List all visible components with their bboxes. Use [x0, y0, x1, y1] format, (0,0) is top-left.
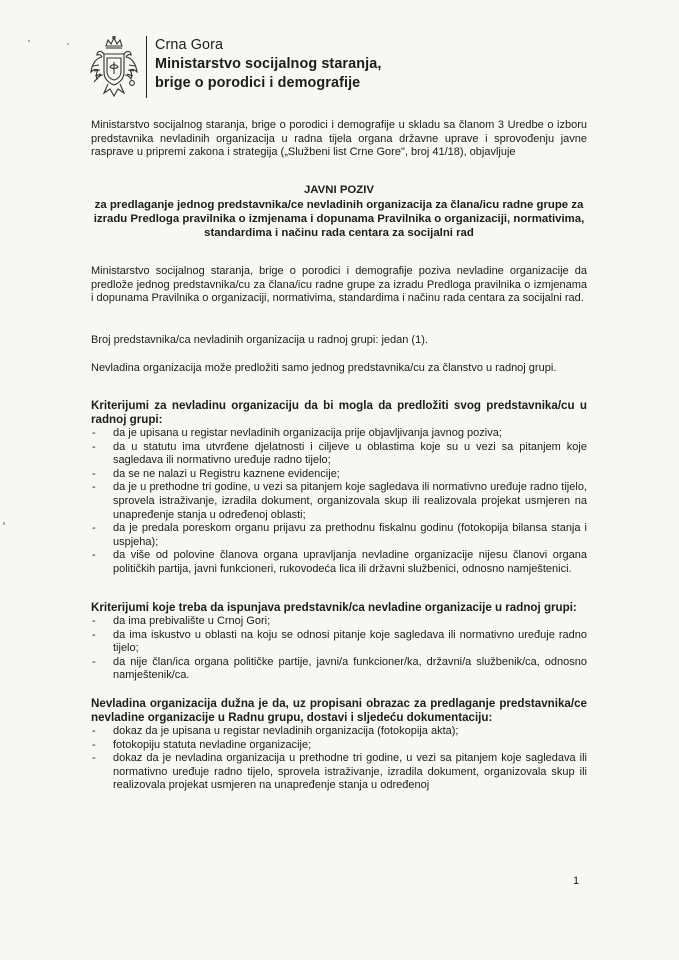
- list-item-text: da se ne nalazi u Registru kaznene evidencije;: [113, 467, 340, 480]
- list-item: [91, 752, 587, 793]
- list-item: [91, 481, 587, 522]
- documents-list: [91, 725, 587, 793]
- bullet-dash: -: [92, 481, 96, 494]
- header-line-ministry: Ministarstvo socijalnog staranja,: [155, 56, 382, 72]
- required-documents-section: [91, 697, 587, 793]
- bullet-dash: -: [92, 725, 96, 737]
- body-paragraph: Ministarstvo socijalnog staranja, brige o porodici i demografije poziva nevladine organizacije da predlože jednog predstavnika/cu za člana/icu radne grupe za izradu Predloga pravilnika o izmjenama i dopunama Pravilnika o organizaciji, normativima, standardima i načinu rada centara za socijalni rad.: [91, 265, 587, 305]
- scan-speck: [28, 40, 30, 42]
- bullet-dash: -: [92, 628, 96, 641]
- list-item-text: da više od polovine članova organa upravljanja nevladine organizacije nijesu članovi organa političkih partija, javni funkcioneri, rukovodeća lica ili državni službenici, odnosno namještenici.: [113, 549, 587, 575]
- list-item-text: dokaz da je nevladina organizacija u prethodne tri godine, u vezi sa pitanjem koje sagledava ili normativno uređuje radno tijelo, sprovela istraživanje, izradila dokument, organizovala skup ili realizovala projekat usmjeren na unapređenje stanja u određenoj: [113, 752, 587, 792]
- bullet-dash: -: [92, 655, 96, 668]
- list-item: [91, 549, 587, 576]
- section-heading: Nevladina organizacija dužna je da, uz propisani obrazac za predlaganje predstavnika/ce nevladine organizacije u Radnu grupu, dostavi i sljedeću dokumentaciju:: [91, 697, 587, 724]
- page-number: 1: [573, 875, 580, 887]
- list-item-text: da je upisana u registar nevladinih organizacija prije objavljivanja javnog poziva;: [113, 427, 502, 439]
- list-item-text: da je u prethodne tri godine, u vezi sa pitanjem koje sagledava ili normativno uređuje radno tijelo, sprovela istraživanje, izradila dokument, organizovala skup ili realizovala projekat usmjeren na unapređenje stanja u određenoj oblasti;: [113, 481, 587, 521]
- list-item-text: da u statutu ima utvrđene djelatnosti i ciljeve u oblastima koje su u vezi sa pitanjem koje sagledava ili normativno uređuje radno tijelo;: [113, 440, 587, 467]
- call-subtitle: za predlaganje jednog predstavnika/ce nevladinih organizacija za člana/icu radne grupe za izradu Predloga pravilnika o izmjenama i dopunama Pravilnika o organizaciji, normativima, standardima i načinu rada centara za socijalni rad: [93, 199, 585, 239]
- list-item: [91, 427, 587, 441]
- list-item: [91, 615, 587, 629]
- bullet-dash: -: [92, 752, 96, 765]
- criteria-list: [91, 615, 587, 683]
- list-item-text: fotokopiju statuta nevladine organizacije;: [113, 738, 312, 751]
- bullet-dash: -: [92, 427, 96, 439]
- bullet-dash: -: [92, 440, 96, 453]
- call-heading: JAVNI POZIV: [303, 184, 375, 196]
- coat-of-arms-icon: [88, 36, 140, 98]
- list-item-text: da je predala poreskom organu prijavu za prethodnu fiskalnu godinu (fotokopija bilansa stanja i uspjeha);: [113, 522, 587, 548]
- scan-speck: [67, 43, 69, 45]
- header-line-ministry-cont: brige o porodici i demografije: [155, 75, 361, 91]
- list-item-text: dokaz da je upisana u registar nevladinih organizacija (fotokopija akta);: [113, 725, 459, 737]
- list-item: [91, 522, 587, 549]
- call-title: [91, 183, 587, 240]
- list-item: [91, 739, 587, 753]
- body-paragraph: Broj predstavnika/ca nevladinih organizacija u radnoj grupi: jedan (1).: [91, 334, 428, 346]
- header-line-country: Crna Gora: [155, 37, 224, 53]
- list-item-text: da nije član/ica organa političke partije, javni/a funkcioner/ka, državni/a službenik/ca, odnosno namještenik/ca.: [113, 655, 587, 682]
- header-divider: [146, 36, 147, 98]
- letterhead: [88, 36, 381, 98]
- intro-paragraph: Ministarstvo socijalnog staranja, brige o porodici i demografije u skladu sa članom 3 Uredbe o izboru predstavnika nevladinih organizacija u radna tijela organa državne uprave i sprovođenju javne rasprave u pripremi zakona i strategija („Službeni list Crne Gore", broj 41/18), objavljuje: [91, 119, 587, 159]
- criteria-list: [91, 427, 587, 577]
- list-item: [91, 468, 587, 482]
- list-item: [91, 656, 587, 683]
- section-heading: Kriterijumi koje treba da ispunjava predstavnik/ca nevladine organizacije u radnoj grupi:: [91, 601, 577, 614]
- criteria-representative-section: [91, 601, 587, 683]
- section-heading: Kriterijumi za nevladinu organizaciju da bi mogla da predložiti svog predstavnika/cu u radnoj grupi:: [91, 399, 587, 426]
- list-item-text: da ima iskustvo u oblasti na koju se odnosi pitanje koje sagledava ili normativno uređuje radno tijelo;: [113, 628, 587, 655]
- list-item: [91, 725, 587, 739]
- bullet-dash: -: [92, 549, 96, 562]
- body-paragraph: Nevladina organizacija može predložiti samo jednog predstavnika/cu za članstvo u radnoj grupi.: [91, 362, 557, 374]
- list-item: [91, 441, 587, 468]
- bullet-dash: -: [92, 467, 96, 480]
- bullet-dash: -: [92, 522, 96, 535]
- bullet-dash: -: [92, 738, 96, 751]
- list-item-text: da ima prebivalište u Crnoj Gori;: [113, 615, 271, 627]
- ministry-name: [155, 36, 381, 93]
- list-item: [91, 629, 587, 656]
- scan-speck: [3, 522, 5, 525]
- bullet-dash: -: [92, 615, 96, 627]
- criteria-organization-section: [91, 399, 587, 577]
